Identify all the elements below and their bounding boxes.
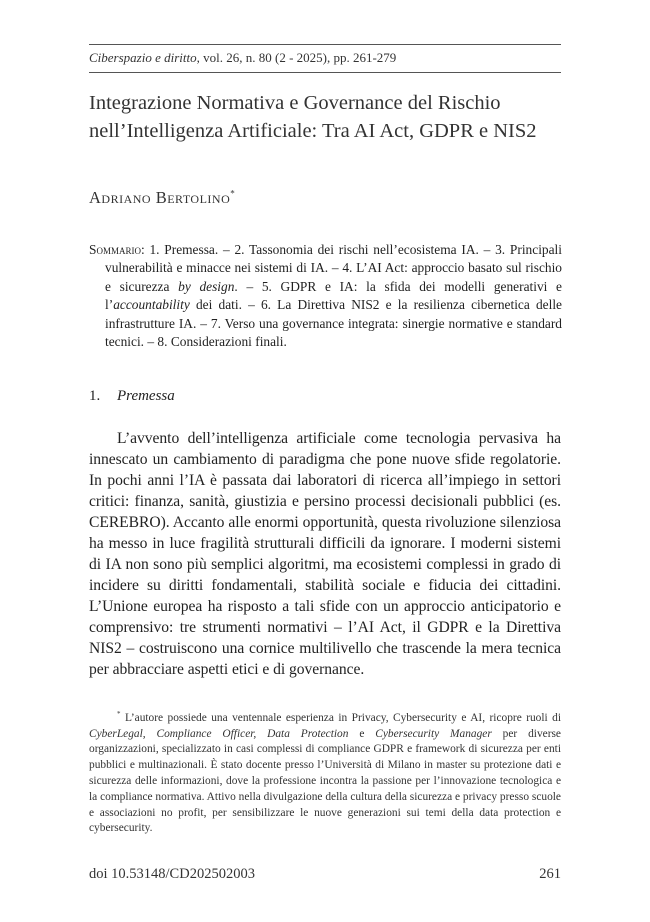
body-paragraph: L’avvento dell’intelligenza artificiale come tecnologia pervasiva ha innescato un cambiamento di paradigma che pone nuove sfide regolatorie. In pochi anni l’IA è passata dai laboratori di ricerca all’impiego in settori critici: finanza, sanità, giustizia e persino processi decisionali pubblici (es. CEREBRO). Accanto alle enormi opportunità, questa rivoluzione silenziosa ha messo in luce fragilità strutturali difficili da ignorare. I moderni sistemi di IA non sono più semplici algoritmi, ma ecosistemi complessi in grado di incidere su diritti fondamentali, stabilità sociale e fiducia dei cittadini. L’Unione europea ha risposto a tali sfide con un approccio anticipatorio e comprensivo: tre strumenti normativi – l’AI Act, il GDPR e la Direttiva NIS2 – costruiscono una cornice multilivello che trascende la mera tecnica per abbracciare aspetti etici e di governance.	[89, 430, 561, 678]
doi: doi 10.53148/CD202502003	[89, 866, 255, 882]
summary-italic-accountability: accountability	[113, 297, 190, 313]
header-bottom-rule	[89, 72, 561, 73]
footnote-text-2: e	[348, 727, 376, 740]
header-top-rule	[89, 44, 561, 45]
author	[89, 188, 235, 208]
title-line-2: nell’Intelligenza Artificiale: Tra AI Act, GDPR e NIS2	[89, 120, 537, 142]
article-title	[89, 89, 569, 145]
page-number: 261	[539, 866, 561, 882]
section-title: Premessa	[117, 388, 175, 404]
footnote-text-3: per diverse organizzazioni, specializzato in casi complessi di compliance GDPR e framework di sicurezza per enti pubblici e multinazionali. È stato docente presso l’Università di Milano in master su protezione dati e sicurezza delle informazioni, dove la professione incontra la passione per l’innovazione tecnologica e la compliance normativa. Attivo nella divulgazione della cultura della sicurezza e privacy presso scuole e associazioni no profit, per sensibilizzare le nuove generazioni sui temi della data protection e cybersecurity.	[89, 727, 561, 835]
footnote	[89, 707, 561, 837]
author-name: Adriano Bertolino	[89, 188, 231, 207]
journal-name: Ciberspazio e diritto	[89, 50, 197, 65]
summary-italic-by-design: by design	[178, 278, 235, 294]
running-header	[89, 50, 396, 66]
footnote-mark: *	[117, 710, 121, 718]
section-number: 1.	[89, 388, 101, 404]
summary-text-1: 1. Premessa. – 2. Tassonomia dei rischi nell’ecosistema IA. – 3. Principali vulnerabilità e minacce nei sistemi di IA. – 4. L’AI Act: approccio basato sul rischio e sicurezza	[105, 242, 562, 294]
footnote-italic-1: CyberLegal, Compliance Officer, Data Protection	[89, 727, 349, 740]
table-of-contents-summary	[89, 241, 562, 351]
footnote-text-1: L’autore possiede una ventennale esperienza in Privacy, Cybersecurity e AI, ricopre ruoli di	[120, 711, 561, 724]
title-line-1: Integrazione Normativa e Governance del Rischio	[89, 92, 501, 114]
author-footnote-mark: *	[230, 188, 236, 199]
summary-text-3: dei dati. – 6. La Direttiva NIS2 e la resilienza cibernetica delle infrastrutture IA. – 7. Verso una governance integrata: sinergie normative e standard tecnici. – 8. Considerazioni finali.	[105, 297, 562, 350]
section-heading	[89, 388, 175, 405]
summary-text-2: . – 5. GDPR e IA: la sfida dei modelli generativi e l’	[105, 278, 562, 313]
issue-info: , vol. 26, n. 80 (2 - 2025), pp. 261-279	[196, 50, 397, 65]
footnote-italic-2: Cybersecurity Manager	[375, 727, 492, 740]
summary-label: Sommario:	[89, 242, 145, 257]
